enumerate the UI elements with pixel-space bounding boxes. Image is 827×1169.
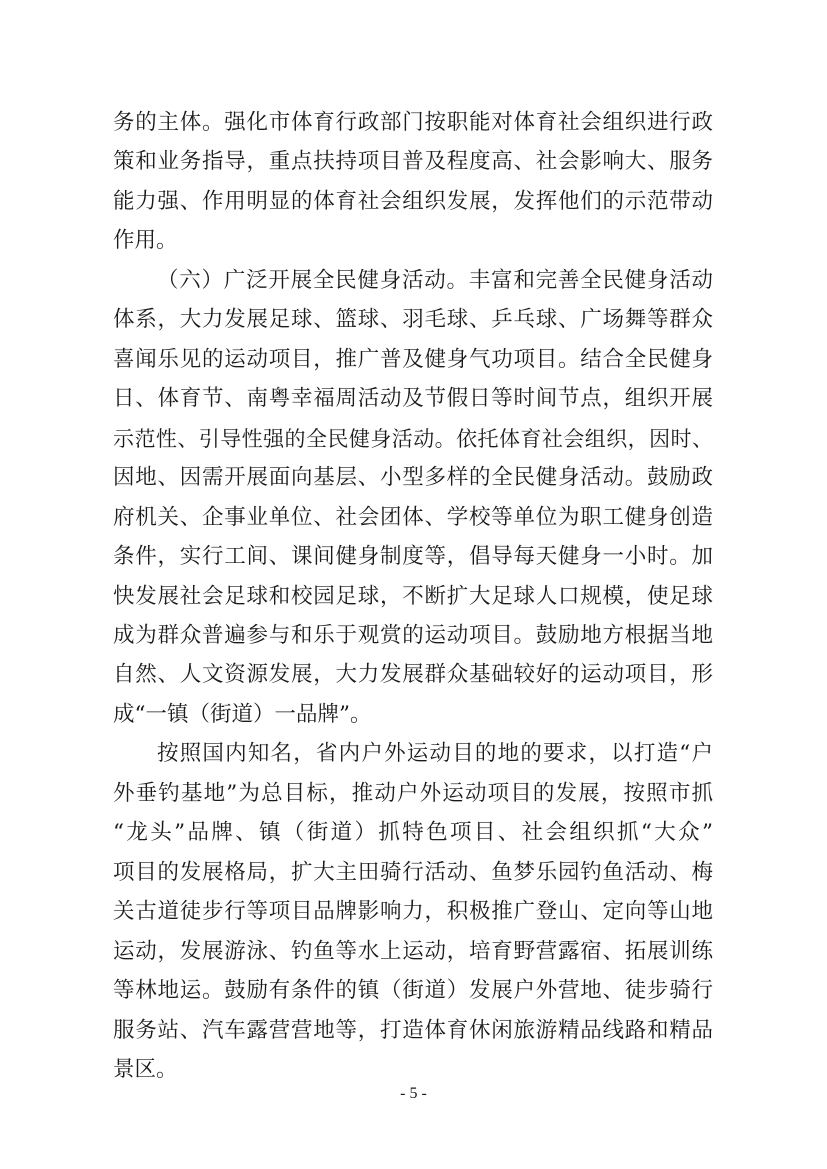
body-text-line: 日、体育节、南粤幸福周活动及节假日等时间节点，组织开展 [113,386,713,411]
body-text-line: 能力强、作用明显的体育社会组织发展，发挥他们的示范带动 [113,189,713,214]
body-text-line: 快发展社会足球和校园足球，不断扩大足球人口规模，使足球 [113,584,713,609]
body-text-line: 按照国内知名，省内户外运动目的地的要求，以打造“户 [157,741,713,766]
body-text-line: 关古道徒步行等项目品牌影响力，积极推广登山、定向等山地 [113,899,713,924]
body-text-line: 喜闻乐见的运动项目，推广普及健身气功项目。结合全民健身 [113,347,713,372]
body-text-line: 体系，大力发展足球、篮球、羽毛球、乒乓球、广场舞等群众 [113,307,713,332]
body-text-line: 服务站、汽车露营营地等，打造体育休闲旅游精品线路和精品 [113,1018,713,1043]
body-text-line: 等林地运。鼓励有条件的镇（街道）发展户外营地、徒步骑行 [113,978,713,1003]
body-text-line: 因地、因需开展面向基层、小型多样的全民健身活动。鼓励政 [113,465,713,490]
body-text-line: 示范性、引导性强的全民健身活动。依托体育社会组织，因时、 [113,427,713,451]
body-text-line: 成“一镇（街道）一品牌”。 [113,702,372,727]
body-text-line: 成为群众普遍参与和乐于观赏的运动项目。鼓励地方根据当地 [113,623,713,648]
body-text-line: 运动，发展游泳、钓鱼等水上运动，培育野营露宿、拓展训练 [113,939,713,964]
body-text-line: 策和业务指导，重点扶持项目普及程度高、社会影响大、服务 [113,149,713,174]
body-text-line: 自然、人文资源发展，大力发展群众基础较好的运动项目，形 [113,662,713,687]
body-text-line: 景区。 [113,1057,178,1082]
page-number: - 5 - [400,1085,427,1102]
section-heading-line: （六）广泛开展全民健身活动。丰富和完善全民健身活动 [157,268,713,293]
body-text-line: “龙头”品牌、镇（街道）抓特色项目、社会组织抓“大众” [113,820,713,845]
body-text-line: 府机关、企事业单位、社会团体、学校等单位为职工健身创造 [113,505,713,530]
body-text-line: 务的主体。强化市体育行政部门按职能对体育社会组织进行政 [113,110,713,135]
body-text-line: 作用。 [113,228,178,253]
body-text-line: 外垂钓基地”为总目标，推动户外运动项目的发展，按照市抓 [113,781,713,806]
body-text-line: 条件，实行工间、课间健身制度等，倡导每天健身一小时。加 [113,544,713,569]
body-text-line: 项目的发展格局，扩大主田骑行活动、鱼梦乐园钓鱼活动、梅 [113,860,713,885]
